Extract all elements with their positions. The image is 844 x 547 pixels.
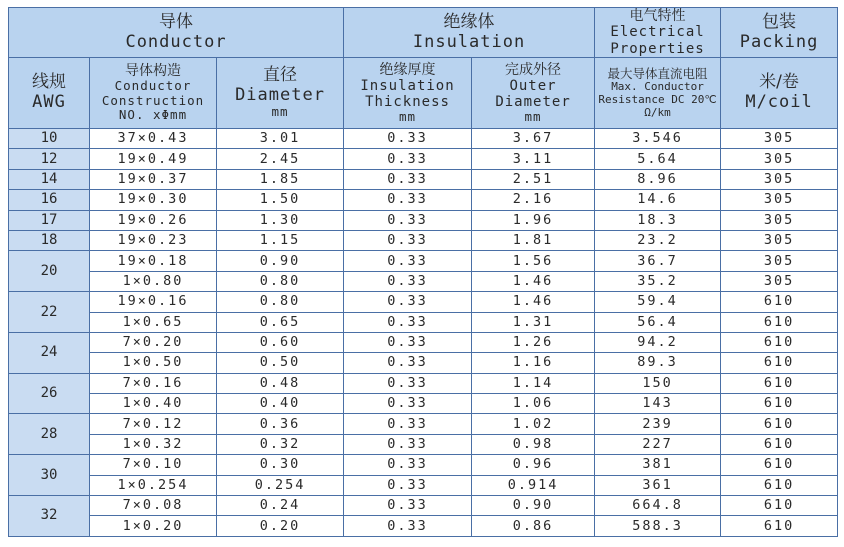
resistance-cell: 89.3 xyxy=(595,353,721,373)
outer-cell: 1.31 xyxy=(472,312,595,332)
diameter-cell: 2.45 xyxy=(217,149,344,169)
conductor-en: Conductor xyxy=(125,31,227,52)
outer-cell: 1.26 xyxy=(472,332,595,352)
diameter-cell: 0.80 xyxy=(217,271,344,291)
diameter-cell: 0.48 xyxy=(217,373,344,393)
thickness-zh: 绝缘厚度 xyxy=(379,61,436,78)
table-row xyxy=(9,496,838,516)
thickness-cell: 0.33 xyxy=(344,230,472,250)
thickness-cell: 0.33 xyxy=(344,292,472,312)
packing-cell: 305 xyxy=(721,251,838,271)
table-row xyxy=(9,271,838,291)
awg-cell: 14 xyxy=(9,169,90,189)
construction-zh: 导体构造 xyxy=(125,63,181,80)
packing-group-header xyxy=(721,8,838,58)
packing-cell: 610 xyxy=(721,414,838,434)
thickness-cell: 0.33 xyxy=(344,516,472,536)
packing-cell: 610 xyxy=(721,496,838,516)
awg-cell: 18 xyxy=(9,230,90,250)
outer-cell: 0.90 xyxy=(472,496,595,516)
packing-cell: 305 xyxy=(721,210,838,230)
outer-cell: 3.67 xyxy=(472,129,595,149)
construction-cell: 7×0.16 xyxy=(90,373,217,393)
resistance-cell: 94.2 xyxy=(595,332,721,352)
insulation-group-header xyxy=(344,8,595,58)
insulation-en: Insulation xyxy=(412,31,526,52)
diameter-cell: 1.30 xyxy=(217,210,344,230)
awg-cell: 20 xyxy=(9,251,90,292)
diameter-cell: 0.65 xyxy=(217,312,344,332)
packing-cell: 305 xyxy=(721,149,838,169)
awg-cell: 24 xyxy=(9,332,90,373)
outer-cell: 1.46 xyxy=(472,292,595,312)
construction-cell: 19×0.16 xyxy=(90,292,217,312)
diameter-cell: 0.36 xyxy=(217,414,344,434)
construction-cell: 1×0.40 xyxy=(90,394,217,414)
table-row xyxy=(9,394,838,414)
diameter-cell: 0.24 xyxy=(217,496,344,516)
awg-cell: 32 xyxy=(9,496,90,537)
outer-cell: 2.16 xyxy=(472,190,595,210)
resistance-cell: 23.2 xyxy=(595,230,721,250)
thickness-cell: 0.33 xyxy=(344,149,472,169)
outer-cell: 0.86 xyxy=(472,516,595,536)
diameter-cell: 0.40 xyxy=(217,394,344,414)
resistance-zh: 最大导体直流电阻 xyxy=(607,65,708,81)
outer-header xyxy=(472,58,595,129)
diameter-cell: 0.254 xyxy=(217,475,344,495)
thickness-en-2: Thickness xyxy=(365,93,450,110)
construction-cell: 19×0.49 xyxy=(90,149,217,169)
diameter-cell: 0.80 xyxy=(217,292,344,312)
table-row xyxy=(9,434,838,454)
thickness-cell: 0.33 xyxy=(344,169,472,189)
awg-zh: 线规 xyxy=(32,72,66,93)
thickness-cell: 0.33 xyxy=(344,251,472,271)
diameter-en: Diameter xyxy=(235,84,325,105)
table-row xyxy=(9,129,838,149)
resistance-cell: 150 xyxy=(595,373,721,393)
packing-cell: 305 xyxy=(721,190,838,210)
outer-cell: 0.98 xyxy=(472,434,595,454)
construction-cell: 1×0.50 xyxy=(90,353,217,373)
resistance-cell: 588.3 xyxy=(595,516,721,536)
table-row xyxy=(9,475,838,495)
outer-cell: 0.914 xyxy=(472,475,595,495)
table-row xyxy=(9,292,838,312)
construction-cell: 19×0.30 xyxy=(90,190,217,210)
resistance-en-1: Max. Conductor xyxy=(611,80,704,94)
thickness-cell: 0.33 xyxy=(344,210,472,230)
thickness-en-1: Insulation xyxy=(360,77,455,94)
packing-cell: 610 xyxy=(721,373,838,393)
packing-cell: 610 xyxy=(721,434,838,454)
construction-cell: 1×0.20 xyxy=(90,516,217,536)
diameter-cell: 3.01 xyxy=(217,129,344,149)
diameter-header xyxy=(217,58,344,129)
resistance-cell: 35.2 xyxy=(595,271,721,291)
thickness-cell: 0.33 xyxy=(344,475,472,495)
packing-en: Packing xyxy=(739,31,819,52)
resistance-cell: 18.3 xyxy=(595,210,721,230)
mcoil-en: M/coil xyxy=(745,92,813,112)
resistance-cell: 5.64 xyxy=(595,149,721,169)
construction-cell: 19×0.37 xyxy=(90,169,217,189)
packing-cell: 610 xyxy=(721,353,838,373)
table-row xyxy=(9,169,838,189)
outer-cell: 1.02 xyxy=(472,414,595,434)
construction-cell: 7×0.08 xyxy=(90,496,217,516)
outer-cell: 1.56 xyxy=(472,251,595,271)
resistance-cell: 59.4 xyxy=(595,292,721,312)
diameter-cell: 0.30 xyxy=(217,455,344,475)
thickness-cell: 0.33 xyxy=(344,190,472,210)
thickness-cell: 0.33 xyxy=(344,394,472,414)
construction-cell: 19×0.23 xyxy=(90,230,217,250)
conductor-group-header xyxy=(9,8,344,58)
table-row xyxy=(9,414,838,434)
diameter-cell: 0.60 xyxy=(217,332,344,352)
thickness-cell: 0.33 xyxy=(344,271,472,291)
packing-cell: 305 xyxy=(721,230,838,250)
awg-en: AWG xyxy=(32,92,66,112)
diameter-cell: 0.20 xyxy=(217,516,344,536)
diameter-cell: 0.32 xyxy=(217,434,344,454)
outer-cell: 1.46 xyxy=(472,271,595,291)
thickness-cell: 0.33 xyxy=(344,332,472,352)
diameter-unit: mm xyxy=(271,104,289,120)
table-row xyxy=(9,230,838,250)
packing-cell: 610 xyxy=(721,332,838,352)
outer-cell: 1.16 xyxy=(472,353,595,373)
awg-cell: 22 xyxy=(9,292,90,333)
outer-cell: 1.81 xyxy=(472,230,595,250)
packing-cell: 610 xyxy=(721,312,838,332)
packing-cell: 305 xyxy=(721,169,838,189)
packing-zh: 包装 xyxy=(762,11,797,32)
diameter-cell: 1.15 xyxy=(217,230,344,250)
outer-cell: 0.96 xyxy=(472,455,595,475)
resistance-cell: 227 xyxy=(595,434,721,454)
construction-cell: 19×0.26 xyxy=(90,210,217,230)
resistance-cell: 8.96 xyxy=(595,169,721,189)
resistance-header xyxy=(595,58,721,129)
outer-cell: 1.14 xyxy=(472,373,595,393)
thickness-cell: 0.33 xyxy=(344,434,472,454)
construction-en-2: Construction xyxy=(101,92,205,108)
packing-cell: 610 xyxy=(721,475,838,495)
diameter-cell: 1.50 xyxy=(217,190,344,210)
awg-cell: 26 xyxy=(9,373,90,414)
resistance-cell: 664.8 xyxy=(595,496,721,516)
table-row xyxy=(9,373,838,393)
awg-header xyxy=(9,58,90,129)
electrical-en-1: Electrical xyxy=(610,24,705,41)
outer-en-1: Outer xyxy=(509,77,557,94)
insulation-zh: 绝缘体 xyxy=(443,11,495,32)
awg-cell: 30 xyxy=(9,455,90,496)
diameter-cell: 0.90 xyxy=(217,251,344,271)
diameter-zh: 直径 xyxy=(263,65,298,86)
table-row xyxy=(9,149,838,169)
mcoil-header xyxy=(721,58,838,129)
construction-header xyxy=(90,58,217,129)
thickness-cell: 0.33 xyxy=(344,414,472,434)
construction-cell: 1×0.65 xyxy=(90,312,217,332)
awg-cell: 17 xyxy=(9,210,90,230)
packing-cell: 610 xyxy=(721,292,838,312)
thickness-cell: 0.33 xyxy=(344,373,472,393)
awg-cell: 10 xyxy=(9,129,90,149)
table-row xyxy=(9,353,838,373)
electrical-group-header xyxy=(595,8,721,58)
construction-cell: 1×0.80 xyxy=(90,271,217,291)
table-row xyxy=(9,455,838,475)
thickness-cell: 0.33 xyxy=(344,312,472,332)
resistance-cell: 361 xyxy=(595,475,721,495)
thickness-cell: 0.33 xyxy=(344,353,472,373)
table-row xyxy=(9,190,838,210)
conductor-zh: 导体 xyxy=(159,11,194,32)
packing-cell: 305 xyxy=(721,271,838,291)
construction-en-3: NO. xΦmm xyxy=(118,107,188,123)
resistance-en-2: Resistance DC 20℃ xyxy=(598,92,717,106)
packing-cell: 610 xyxy=(721,394,838,414)
resistance-unit: Ω/km xyxy=(644,105,671,119)
electrical-en-2: Properties xyxy=(610,40,705,57)
outer-zh: 完成外径 xyxy=(505,61,562,78)
packing-cell: 305 xyxy=(721,129,838,149)
resistance-cell: 143 xyxy=(595,394,721,414)
construction-cell: 37×0.43 xyxy=(90,129,217,149)
construction-cell: 7×0.10 xyxy=(90,455,217,475)
construction-cell: 7×0.12 xyxy=(90,414,217,434)
outer-cell: 3.11 xyxy=(472,149,595,169)
thickness-header xyxy=(344,58,472,129)
mcoil-zh: 米/卷 xyxy=(759,72,799,93)
outer-cell: 1.06 xyxy=(472,394,595,414)
outer-cell: 2.51 xyxy=(472,169,595,189)
construction-cell: 1×0.254 xyxy=(90,475,217,495)
outer-cell: 1.96 xyxy=(472,210,595,230)
thickness-cell: 0.33 xyxy=(344,496,472,516)
awg-cell: 16 xyxy=(9,190,90,210)
construction-cell: 19×0.18 xyxy=(90,251,217,271)
thickness-cell: 0.33 xyxy=(344,455,472,475)
table-row xyxy=(9,332,838,352)
resistance-cell: 36.7 xyxy=(595,251,721,271)
resistance-cell: 3.546 xyxy=(595,129,721,149)
thickness-cell: 0.33 xyxy=(344,129,472,149)
awg-spec-table xyxy=(8,7,838,537)
table-row xyxy=(9,251,838,271)
construction-cell: 7×0.20 xyxy=(90,332,217,352)
awg-cell: 28 xyxy=(9,414,90,455)
spec-table-body xyxy=(9,129,838,537)
resistance-cell: 381 xyxy=(595,455,721,475)
outer-en-2: Diameter xyxy=(495,93,571,110)
construction-cell: 1×0.32 xyxy=(90,434,217,454)
resistance-cell: 14.6 xyxy=(595,190,721,210)
electrical-zh: 电气特性 xyxy=(629,8,686,25)
resistance-cell: 56.4 xyxy=(595,312,721,332)
packing-cell: 610 xyxy=(721,455,838,475)
construction-en-1: Conductor xyxy=(114,78,192,94)
packing-cell: 610 xyxy=(721,516,838,536)
resistance-cell: 239 xyxy=(595,414,721,434)
table-row xyxy=(9,312,838,332)
table-row xyxy=(9,516,838,536)
outer-unit: mm xyxy=(524,108,542,124)
table-row xyxy=(9,210,838,230)
thickness-unit: mm xyxy=(399,108,417,124)
diameter-cell: 0.50 xyxy=(217,353,344,373)
diameter-cell: 1.85 xyxy=(217,169,344,189)
awg-cell: 12 xyxy=(9,149,90,169)
